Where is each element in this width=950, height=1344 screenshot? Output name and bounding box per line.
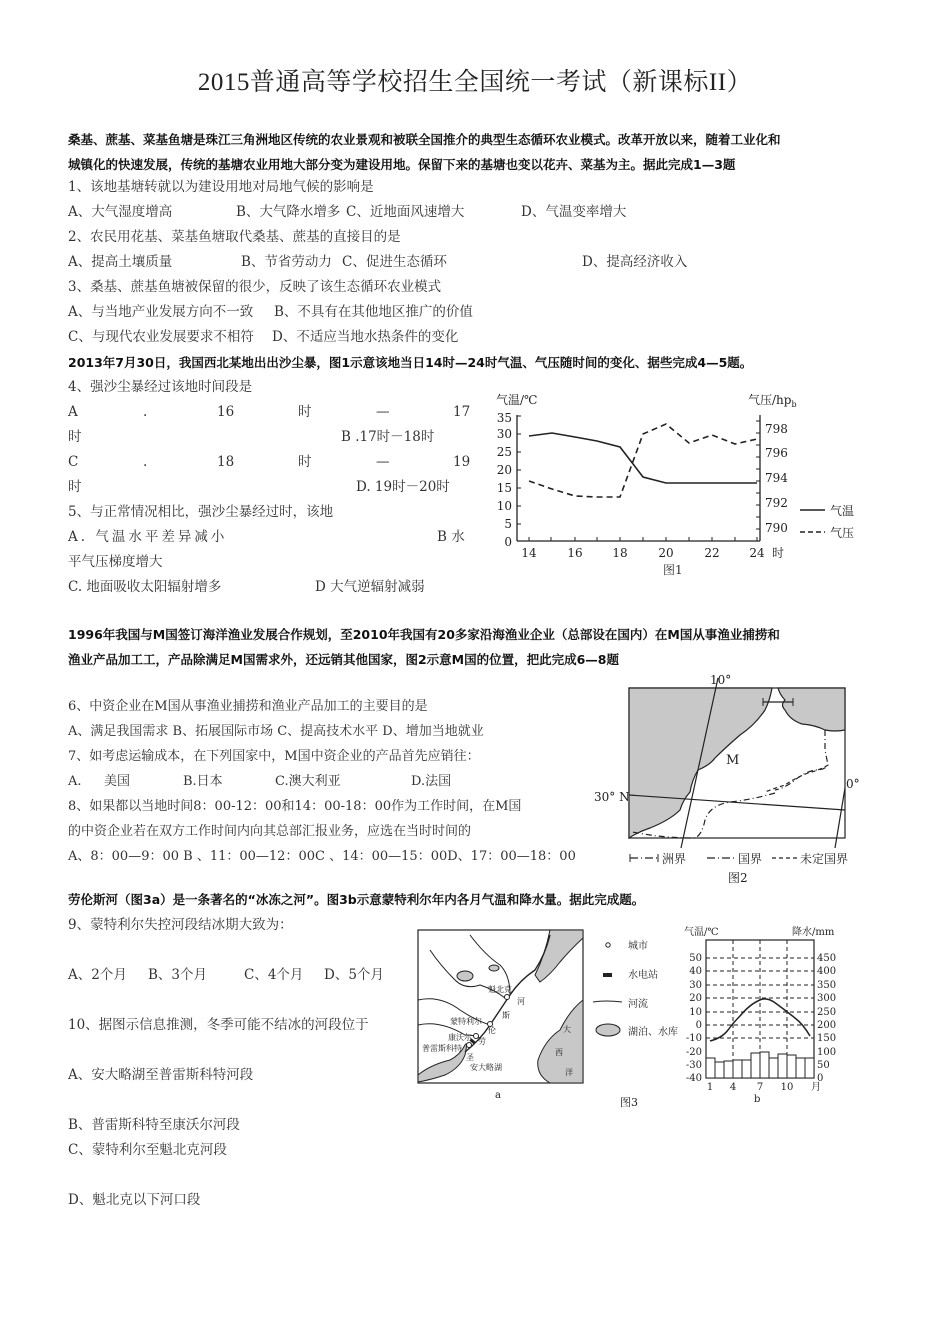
svg-text:0: 0: [817, 1073, 824, 1084]
figure3b-label: b: [754, 1094, 761, 1105]
svg-text:0: 0: [695, 1020, 702, 1031]
section1-intro-line2: 城镇化的快速发展，传统的基塘农业用地大部分变为建设用地。保留下来的基塘也变以花卉、菜基为主。据此完成1—3题: [68, 157, 736, 172]
q3-option-d: D、不适应当地水热条件的变化: [272, 329, 459, 345]
legend-lake-reservoir: 湖泊、水库: [628, 1027, 678, 1038]
q4-option-c-wrap: 时: [68, 479, 82, 495]
svg-text:-20: -20: [685, 1047, 702, 1058]
q10-stem: 10、据图示信息推测，冬季可能不结冰的河段位于: [68, 1017, 369, 1033]
ocean-label-1: 大: [563, 1025, 571, 1034]
svg-text:4: 4: [729, 1082, 737, 1093]
q10-option-c: C、蒙特利尔至魁北克河段: [68, 1142, 227, 1158]
q7-option-a-label: A.: [68, 774, 82, 789]
svg-text:20: 20: [658, 546, 674, 560]
q2-option-a: A、提高土壤质量: [68, 254, 173, 270]
river-label-5: 河: [517, 997, 525, 1006]
svg-text:10: 10: [689, 1007, 702, 1018]
q4-option-a-label: A: [68, 404, 78, 420]
river-label-3: 伦: [488, 1026, 496, 1035]
q10-option-a: A、安大略湖至普雷斯科特河段: [68, 1067, 254, 1083]
q1-option-a: A、大气湿度增高: [68, 204, 173, 220]
q3-option-c: C、与现代农业发展要求不相符: [68, 329, 254, 345]
map-lat-30n: 30° N: [594, 790, 630, 804]
svg-text:798: 798: [765, 422, 788, 436]
q5-option-d: D 大气逆辐射减弱: [315, 579, 425, 595]
q6-stem: 6、中资企业在M国从事渔业捕捞和渔业产品加工的主要目的是: [68, 699, 428, 714]
q5-option-a: A. 气温水平差异减小: [68, 529, 228, 545]
svg-text:30: 30: [689, 980, 702, 991]
q1-stem: 1、该地基塘转就以为建设用地对局地气候的影响是: [68, 179, 374, 195]
q4-option-c-end: 19: [453, 454, 471, 470]
document-title: 2015普通高等学校招生全国统一考试（新课标II）: [197, 69, 753, 96]
city-quebec: 魁北克: [488, 985, 512, 994]
q3-stem: 3、桑基、蔗基鱼塘被保留的很少，反映了该生态循环农业模式: [68, 279, 442, 295]
q4-option-c-label: C: [68, 454, 79, 470]
svg-text:0: 0: [504, 535, 512, 549]
svg-text:35: 35: [496, 411, 512, 425]
city-prescott: 普雷斯科特: [422, 1044, 462, 1053]
svg-text:300: 300: [817, 993, 837, 1004]
q1-option-b: B、大气降水增多: [236, 204, 341, 220]
svg-text:-40: -40: [685, 1073, 702, 1084]
svg-text:790: 790: [765, 521, 788, 535]
svg-text:10: 10: [780, 1082, 794, 1093]
section1-intro-line1: 桑基、蔗基、菜基鱼塘是珠江三角洲地区传统的农业景观和被联全国推介的典型生态循环农业模式。改革开放以来，随着工业化和: [68, 132, 781, 147]
q1-option-d: D、气温变率增大: [521, 204, 627, 220]
q7-option-d: D.法国: [411, 774, 452, 789]
q4-option-c-dot: .: [143, 454, 148, 470]
city-cornwall: 康沃尔: [448, 1033, 472, 1042]
section3-intro-line1: 1996年我国与M国签订海洋渔业发展合作规划，至2010年我国有20多家沿海渔业企业（总部设在国内）在M国从事渔业捕捞和: [68, 627, 780, 642]
ocean-label-3: 洋: [565, 1068, 573, 1077]
q4-stem: 4、强沙尘暴经过该地时间段是: [68, 379, 253, 395]
q6-options: A、满足我国需求 B、拓展国际市场 C、提高技术水平 D、增加当地就业: [68, 724, 484, 739]
figure2-caption: 图2: [728, 871, 748, 885]
svg-text:400: 400: [817, 966, 837, 977]
q5-option-b-wrap: 平气压梯度增大: [68, 554, 163, 570]
q4-option-d: D. 19时－20时: [356, 479, 450, 495]
q4-option-a-dash: —: [376, 404, 390, 420]
section3-intro-line2: 渔业产品加工工，产品除满足M国需求外，还远销其他国家，图2示意M国的位置，把此完成6—8题: [68, 652, 619, 667]
q3-option-a: A、与当地产业发展方向不一致: [68, 304, 254, 320]
figure2-map: [580, 670, 880, 890]
q9-stem: 9、蒙特利尔失控河段结冰期大致为：: [68, 917, 293, 933]
map-lon-0: 0°: [846, 777, 860, 791]
figure3a-map: [410, 920, 680, 1110]
svg-text:-30: -30: [685, 1060, 702, 1071]
q10-option-b: B、普雷斯科特至康沃尔河段: [68, 1117, 240, 1133]
svg-text:50: 50: [689, 953, 702, 964]
svg-text:气温/℃: 气温/℃: [496, 393, 538, 407]
svg-text:7: 7: [756, 1082, 764, 1093]
svg-text:月: 月: [811, 1082, 821, 1093]
q8-stem-cont: 的中资企业若在双方工作时间内向其总部汇报业务，应选在当时时间的: [68, 824, 472, 839]
q4-option-c-dash: —: [376, 454, 390, 470]
svg-text:22: 22: [704, 546, 720, 560]
svg-text:15: 15: [496, 481, 512, 495]
q7-stem: 7、如考虑运输成本，在下列国家中，M国中资企业的产品首先应销往：: [68, 749, 480, 764]
svg-text:200: 200: [817, 1020, 837, 1031]
figure3a-label: a: [495, 1090, 501, 1101]
section2-intro: 2013年7月30日，我国西北某地出出沙尘暴，图1示意该地当日14时—24时气温、气压随时间的变化、据些完成4—5题。: [68, 355, 753, 370]
svg-text:-10: -10: [685, 1033, 702, 1044]
svg-text:50: 50: [817, 1060, 830, 1071]
legend-temperature: 气温: [830, 504, 855, 518]
ocean-label-2: 西: [555, 1048, 563, 1057]
legend-pressure: 气压: [830, 526, 855, 540]
svg-text:时: 时: [772, 546, 785, 560]
q9-option-d: D、5个月: [324, 967, 384, 983]
river-label-4: 斯: [502, 1011, 510, 1020]
q2-option-b: B、节省劳动力: [241, 254, 332, 270]
svg-text:5: 5: [504, 517, 512, 531]
q10-option-d: D、魁北克以下河口段: [68, 1192, 201, 1208]
q4-option-b: B .17时－18时: [341, 429, 435, 445]
q9-option-c: C、4个月: [244, 967, 304, 983]
svg-text:16: 16: [567, 546, 583, 560]
q4-option-a-start: 16: [217, 404, 235, 420]
svg-text:100: 100: [817, 1047, 837, 1058]
svg-text:20: 20: [496, 463, 512, 477]
river-label-1: 圣: [466, 1053, 474, 1062]
legend-undetermined-border: 未定国界: [800, 852, 849, 866]
figure1-chart: [480, 385, 880, 585]
figure3-caption: 图3: [620, 1096, 638, 1109]
svg-text:14: 14: [521, 546, 537, 560]
q8-stem: 8、如果都以当地时间8：00-12：00和14：00-18：00作为工作时间，在M国: [68, 799, 522, 814]
svg-text:25: 25: [496, 445, 512, 459]
svg-text:降水/mm: 降水/mm: [792, 927, 835, 938]
q4-option-a-end: 17: [453, 404, 471, 420]
q7-option-c: C.澳大利亚: [275, 774, 341, 789]
svg-text:250: 250: [817, 1007, 837, 1018]
q8-options: A、8：00—9：00 B 、11：00—12：00C 、14：00—15：00D、17：00—18：00: [68, 849, 576, 864]
svg-text:30: 30: [496, 427, 512, 441]
svg-text:796: 796: [765, 446, 788, 460]
q7-option-b: B.日本: [183, 774, 223, 789]
q9-option-a: A、2个月: [68, 967, 127, 983]
svg-text:气压/hpb: 气压$/hp_b$: [748, 393, 797, 409]
svg-text:794: 794: [765, 471, 788, 485]
q4-option-a-wrap: 时: [68, 429, 82, 445]
q4-option-c-unit: 时: [298, 454, 312, 470]
svg-text:18: 18: [612, 546, 628, 560]
svg-text:24: 24: [749, 546, 765, 560]
q3-option-b: B、不具有在其他地区推广的价值: [274, 304, 473, 320]
svg-text:40: 40: [689, 966, 702, 977]
q5-stem: 5、与正常情况相比，强沙尘暴经过时，该地: [68, 504, 334, 520]
q4-option-a-dot: .: [143, 404, 148, 420]
q2-stem: 2、农民用花基、菜基鱼塘取代桑基、蔗基的直接目的是: [68, 229, 401, 245]
svg-text:1: 1: [706, 1082, 714, 1093]
river-label-2: 劳: [478, 1037, 486, 1046]
q1-option-c: C、近地面风速增大: [346, 204, 465, 220]
q2-option-d: D、提高经济收入: [582, 254, 688, 270]
legend-hydro-station: 水电站: [628, 970, 658, 981]
legend-national-border: 国界: [738, 852, 763, 866]
city-montreal: 蒙特利尔: [450, 1017, 482, 1026]
q5-option-b-start: B 水: [437, 529, 465, 545]
q4-option-c-start: 18: [217, 454, 235, 470]
figure3b-chart: [670, 920, 850, 1110]
svg-text:10: 10: [496, 499, 512, 513]
q5-option-c: C. 地面吸收太阳辐射增多: [68, 579, 222, 595]
svg-text:350: 350: [817, 980, 837, 991]
q9-option-b: B、3个月: [148, 967, 208, 983]
legend-continent-border: 洲界: [662, 852, 687, 866]
map-label-m: M: [726, 753, 740, 768]
figure1-caption: 图1: [663, 563, 683, 577]
svg-text:20: 20: [689, 993, 702, 1004]
svg-text:气温/℃: 气温/℃: [684, 927, 719, 938]
q2-option-c: C、促进生态循环: [342, 254, 447, 270]
q4-option-a-unit: 时: [298, 404, 312, 420]
svg-text:792: 792: [765, 496, 788, 510]
svg-text:150: 150: [817, 1033, 837, 1044]
q7-option-a: 美国: [104, 774, 131, 789]
map-lon-10: 10°: [710, 673, 732, 687]
lake-ontario-label: 安大略湖: [470, 1063, 502, 1072]
section4-intro: 劳伦斯河（图3a）是一条著名的“冰冻之河”。图3b示意蒙特利尔年内各月气温和降水量。据此完成题。: [68, 892, 645, 907]
svg-text:450: 450: [817, 953, 837, 964]
legend-river: 河流: [628, 999, 648, 1010]
legend-city: 城市: [628, 941, 648, 952]
